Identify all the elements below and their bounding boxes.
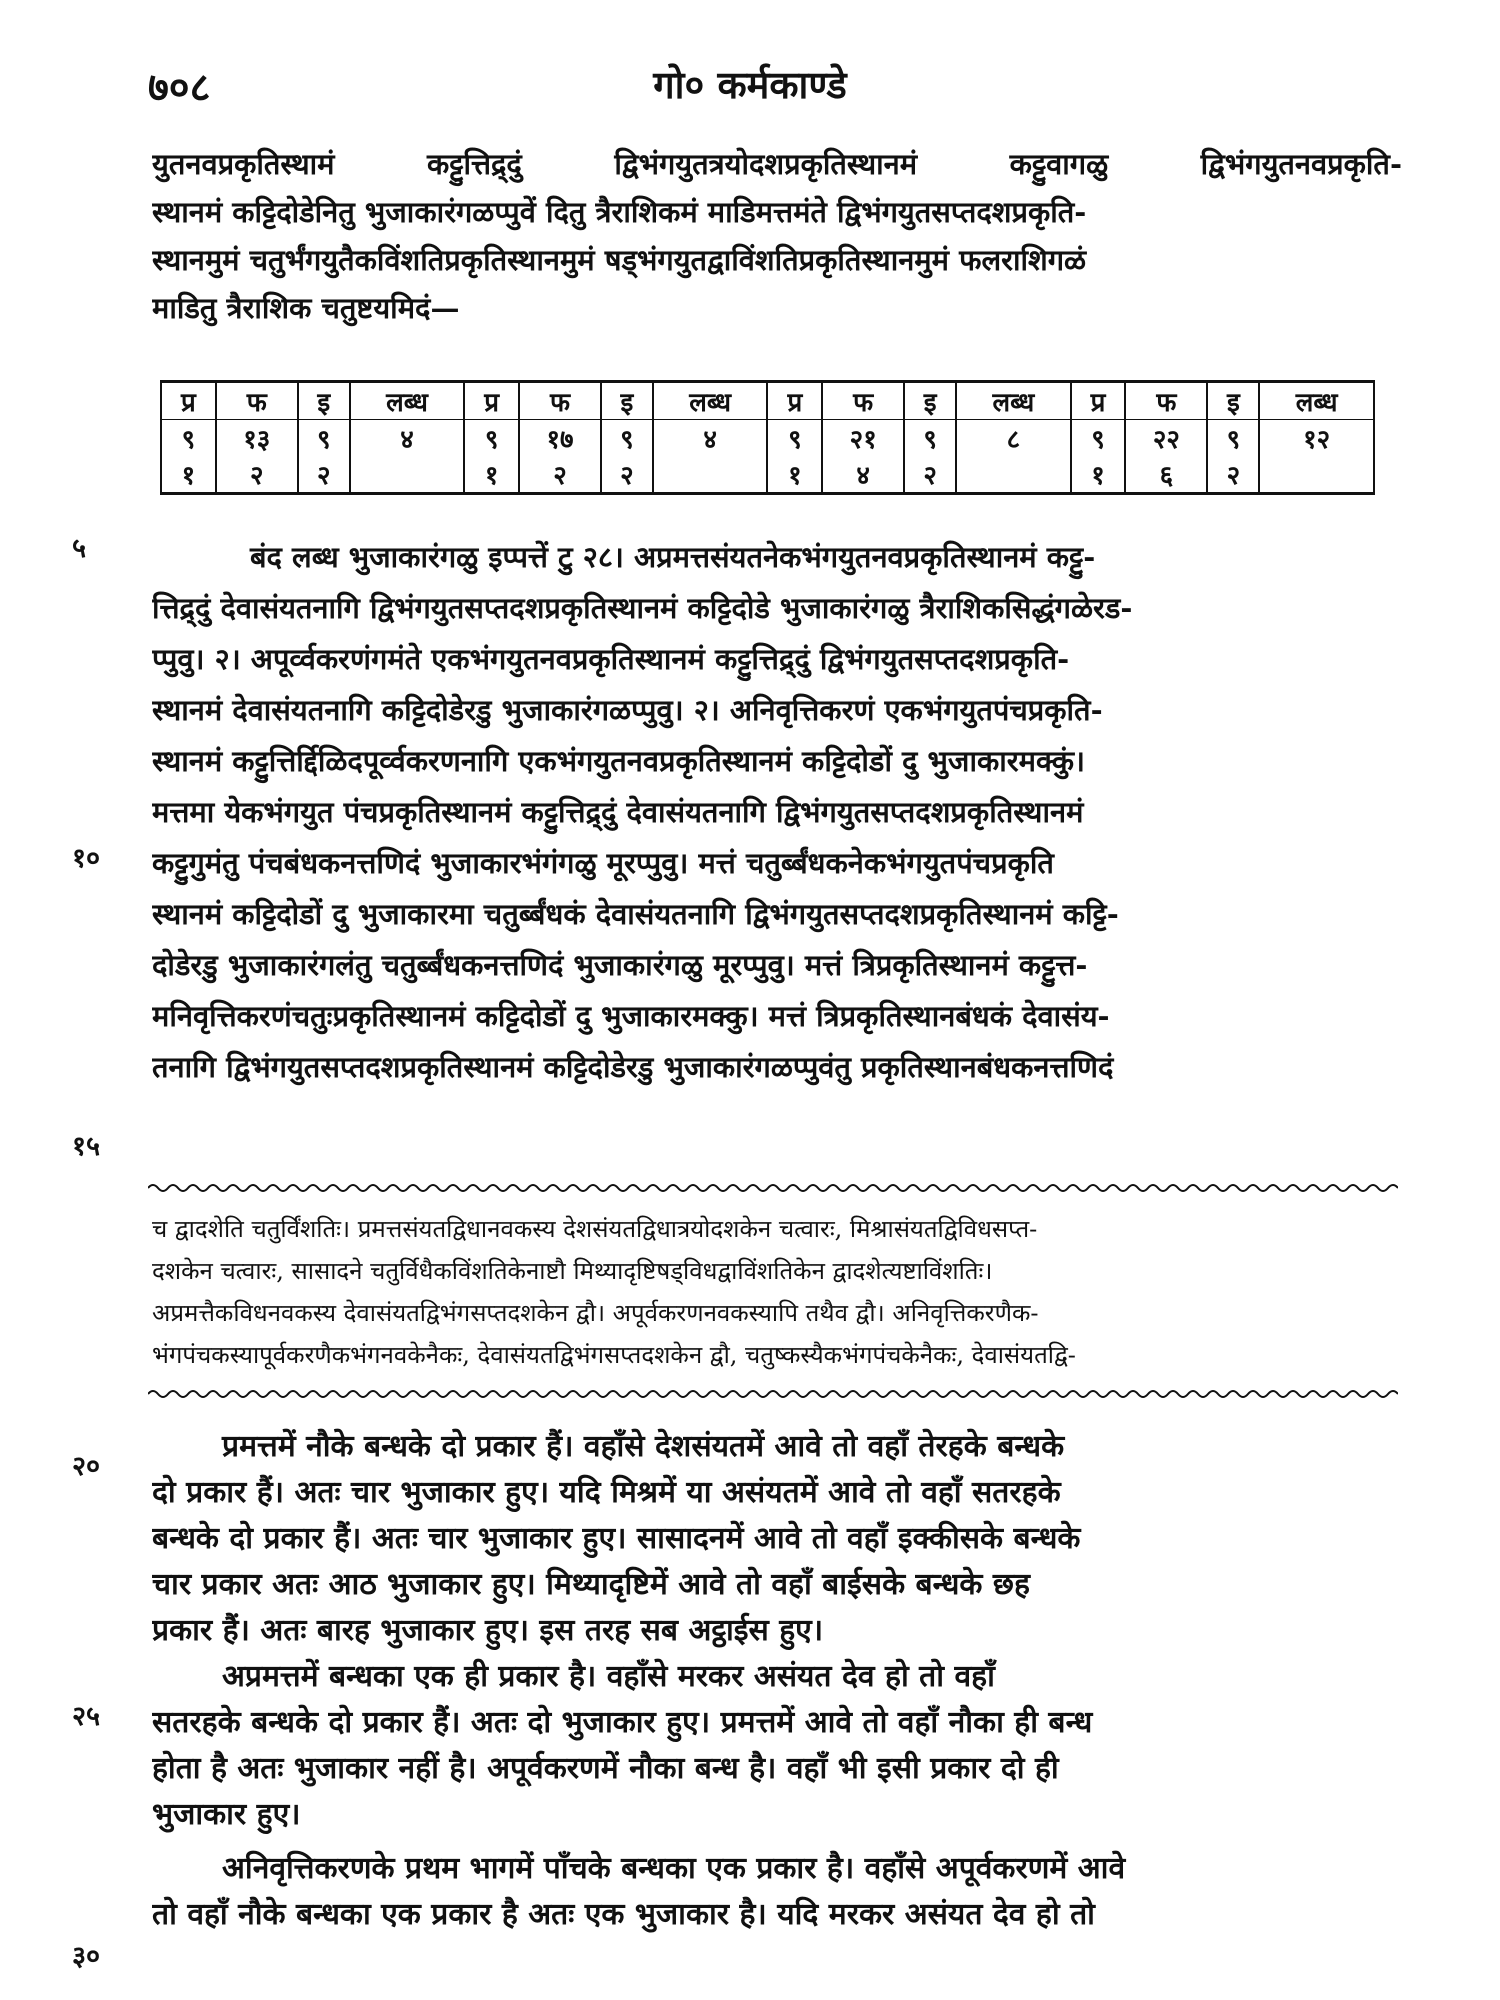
running-title: गो० कर्मकाण्डे xyxy=(653,62,847,107)
sanskrit-commentary xyxy=(152,1208,1402,1376)
table-cell: १३ xyxy=(216,420,298,457)
text-line: होता है अतः भुजाकार नहीं है। अपूर्वकरणमें नौका बन्ध है। वहाँ भी इसी प्रकार दो ही xyxy=(152,1751,1059,1786)
margin-line-number: १० xyxy=(72,843,101,874)
table-cell: लब्ध xyxy=(653,382,768,420)
text-line: मत्तमा येकभंगयुत पंचप्रकृतिस्थानमं कट्टुत्तिद्र्दुं देवासंयतनागि द्विभंगयुतसप्तदशप्रकृतिस्थानमं xyxy=(152,795,1084,829)
text-line: च द्वादशेति चतुर्विंशतिः। प्रमत्तसंयतद्विधानवकस्य देशसंयतद्विधात्रयोदशकेन चत्वारः, मिश्रासंयतद्विविधसप्त- xyxy=(152,1215,1038,1243)
text-line: कट्टुगुमंतु पंचबंधकनत्तणिदं भुजाकारभंगंगळु मूरप्पुवु। मत्तं चतुर्ब्बंधकनेकभंगयुतपंचप्रकृति xyxy=(152,846,1054,880)
table-cell: प्र xyxy=(464,382,519,420)
table-cell: ९ xyxy=(1207,420,1259,457)
text-line: अप्रमत्तैकविधनवकस्य देवासंयतद्विभंगसप्तदशकेन द्वौ। अपूर्वकरणनवकस्यापि तथैव द्वौ। अनिवृत्तिकरणैक- xyxy=(152,1299,1039,1327)
text-line: स्थानमं कट्टुत्तिर्द्दिळिदपूर्व्वकरणनागि एकभंगयुतनवप्रकृतिस्थानमं कट्टिदोडों दु भुजाकारमक्कुं। xyxy=(152,744,1086,778)
table-cell: इ xyxy=(601,382,653,420)
margin-line-number: १५ xyxy=(72,1131,101,1162)
table-cell: १ xyxy=(464,456,519,494)
table-cell: फ xyxy=(216,382,298,420)
table-row xyxy=(161,420,1374,457)
wavy-separator-top xyxy=(148,1182,1398,1194)
text-line: तनागि द्विभंगयुतसप्तदशप्रकृतिस्थानमं कट्टिदोडेरडु भुजाकारंगळप्पुवंतु प्रकृतिस्थानबंधकनत्तणिदं xyxy=(152,1050,1114,1084)
margin-line-number: ५ xyxy=(72,533,87,564)
table-cell: प्र xyxy=(1071,382,1126,420)
table-cell: लब्ध xyxy=(350,382,465,420)
table-cell xyxy=(956,456,1071,494)
table-cell: ९ xyxy=(161,420,216,457)
text-line: भंगपंचकस्यापूर्वकरणैकभंगनवकेनैकः, देवासंयतद्विभंगसप्तदशकेन द्वौ, चतुष्कस्यैकभंगपंचकेनैकः, देवासंयतद्वि- xyxy=(152,1341,1076,1369)
hindi-paragraph-3 xyxy=(152,1846,1402,1938)
text-line: बन्धके दो प्रकार हैं। अतः चार भुजाकार हुए। सासादनमें आवे तो वहाँ इक्कीसके बन्धके xyxy=(152,1521,1081,1556)
table-cell: १ xyxy=(161,456,216,494)
page-header xyxy=(0,58,1500,118)
table-cell: ४ xyxy=(822,456,904,494)
table-cell: २ xyxy=(519,456,601,494)
table-cell: २ xyxy=(298,456,350,494)
wavy-separator-bottom xyxy=(148,1388,1398,1400)
table-cell: २ xyxy=(904,456,956,494)
table-cell: इ xyxy=(904,382,956,420)
table-row xyxy=(161,456,1374,494)
table-cell: १ xyxy=(1071,456,1126,494)
table-cell xyxy=(350,456,465,494)
text-line: चार प्रकार अतः आठ भुजाकार हुए। मिथ्यादृष्टिमें आवे तो वहाँ बाईसके बन्धके छह xyxy=(152,1567,1030,1602)
text-line: त्तिद्र्दुं देवासंयतनागि द्विभंगयुतसप्तदशप्रकृतिस्थानमं कट्टिदोडे भुजाकारंगळु त्रैराशिकसिद्धंगळेरड- xyxy=(152,591,1133,625)
text-line: बंद लब्ध भुजाकारंगळु इप्पत्तें टु २८। अप्रमत्तसंयतनेकभंगयुतनवप्रकृतिस्थानमं कट्टु- xyxy=(250,540,1096,574)
text-line: दशकेन चत्वारः, सासादने चतुर्विधैकविंशतिकेनाष्टौ मिथ्यादृष्टिषड्विधद्वाविंशतिकेन द्वादशेत्यष्टाविंशतिः। xyxy=(152,1257,993,1285)
table-cell xyxy=(653,456,768,494)
table-cell: ९ xyxy=(1071,420,1126,457)
text-line: स्थानमुमं चतुर्भंगयुतैकविंशतिप्रकृतिस्थानमुमं षड्भंगयुतद्वाविंशतिप्रकृतिस्थानमुमं फलराशिगळं xyxy=(152,243,1087,277)
text-line: मनिवृत्तिकरणंचतुःप्रकृतिस्थानमं कट्टिदोडों दु भुजाकारमक्कु। मत्तं त्रिप्रकृतिस्थानबंधकं देवासंय- xyxy=(152,999,1110,1033)
trairashika-table xyxy=(160,380,1375,495)
table-cell: २ xyxy=(601,456,653,494)
table-cell: २२ xyxy=(1125,420,1207,457)
hindi-paragraph-1 xyxy=(152,1424,1402,1654)
table-cell: प्र xyxy=(161,382,216,420)
table-cell: लब्ध xyxy=(956,382,1071,420)
text-line: माडितु त्रैराशिक चतुष्टयमिदं— xyxy=(152,291,460,325)
kannada-paragraph-2 xyxy=(152,532,1402,1093)
table-cell: १ xyxy=(767,456,822,494)
text-line: दो प्रकार हैं। अतः चार भुजाकार हुए। यदि मिश्रमें या असंयतमें आवे तो वहाँ सतरहके xyxy=(152,1475,1061,1510)
page-number: ७०८ xyxy=(148,64,211,111)
table-cell: इ xyxy=(298,382,350,420)
kannada-paragraph-1 xyxy=(152,140,1402,332)
margin-line-number: ३० xyxy=(72,1941,101,1972)
table-cell: ६ xyxy=(1125,456,1207,494)
text-line: भुजाकार हुए। xyxy=(152,1797,301,1832)
table-cell: फ xyxy=(822,382,904,420)
hindi-paragraph-2 xyxy=(152,1654,1402,1838)
table-cell: २ xyxy=(1207,456,1259,494)
text-line: स्थानमं देवासंयतनागि कट्टिदोडेरडु भुजाकारंगळप्पुवु। २। अनिवृत्तिकरणं एकभंगयुतपंचप्रकृति- xyxy=(152,693,1103,727)
table-cell: १२ xyxy=(1259,420,1374,457)
text-line: स्थानमं कट्टिदोडेनितु भुजाकारंगळप्पुवें दितु त्रैराशिकमं माडिमत्तमंते द्विभंगयुतसप्तदशप्रकृति- xyxy=(152,195,1087,229)
text-line: प्पुवु। २। अपूर्व्वकरणंगमंते एकभंगयुतनवप्रकृतिस्थानमं कट्टुत्तिद्र्दुं द्विभंगयुतसप्तदशप्रकृति- xyxy=(152,642,1070,676)
text-line: प्रकार हैं। अतः बारह भुजाकार हुए। इस तरह सब अट्ठाईस हुए। xyxy=(152,1613,824,1648)
margin-line-number: २० xyxy=(72,1451,101,1482)
table-cell: लब्ध xyxy=(1259,382,1374,420)
text-line: तो वहाँ नौके बन्धका एक प्रकार है अतः एक भुजाकार है। यदि मरकर असंयत देव हो तो xyxy=(152,1897,1095,1932)
table-cell: ४ xyxy=(350,420,465,457)
table-cell: ९ xyxy=(464,420,519,457)
table-cell: ९ xyxy=(767,420,822,457)
table-cell: २१ xyxy=(822,420,904,457)
text-line: सतरहके बन्धके दो प्रकार हैं। अतः दो भुजाकार हुए। प्रमत्तमें आवे तो वहाँ नौका ही बन्ध xyxy=(152,1705,1093,1740)
text-line: अनिवृत्तिकरणके प्रथम भागमें पाँचके बन्धका एक प्रकार है। वहाँसे अपूर्वकरणमें आवे xyxy=(222,1851,1126,1886)
table-cell xyxy=(1259,456,1374,494)
margin-line-number: २५ xyxy=(72,1701,101,1732)
text-line: प्रमत्तमें नौके बन्धके दो प्रकार हैं। वहाँसे देशसंयतमें आवे तो वहाँ तेरहके बन्धके xyxy=(222,1429,1065,1464)
table-cell: ९ xyxy=(904,420,956,457)
table-cell: फ xyxy=(1125,382,1207,420)
table-cell: ९ xyxy=(298,420,350,457)
table-cell: इ xyxy=(1207,382,1259,420)
table-cell: फ xyxy=(519,382,601,420)
table-cell: प्र xyxy=(767,382,822,420)
text-line: स्थानमं कट्टिदोडों दु भुजाकारमा चतुर्ब्बंधकं देवासंयतनागि द्विभंगयुतसप्तदशप्रकृतिस्थानमं कट्टि- xyxy=(152,897,1119,931)
table-header-row xyxy=(161,382,1374,420)
table-cell: ९ xyxy=(601,420,653,457)
table-cell: २ xyxy=(216,456,298,494)
text-line: युतनवप्रकृतिस्थामं कट्टुत्तिद्र्दुं द्विभंगयुतत्रयोदशप्रकृतिस्थानमं कट्टुवागळु द्विभंगयुतनवप्रकृति- xyxy=(152,147,1402,181)
text-line: अप्रमत्तमें बन्धका एक ही प्रकार है। वहाँसे मरकर असंयत देव हो तो वहाँ xyxy=(222,1659,995,1694)
table-cell: ४ xyxy=(653,420,768,457)
text-line: दोडेरडु भुजाकारंगलंतु चतुर्ब्बंधकनत्तणिदं भुजाकारंगळु मूरप्पुवु। मत्तं त्रिप्रकृतिस्थानमं कट्टुत्त- xyxy=(152,948,1088,982)
table-cell: ८ xyxy=(956,420,1071,457)
table-cell: १७ xyxy=(519,420,601,457)
